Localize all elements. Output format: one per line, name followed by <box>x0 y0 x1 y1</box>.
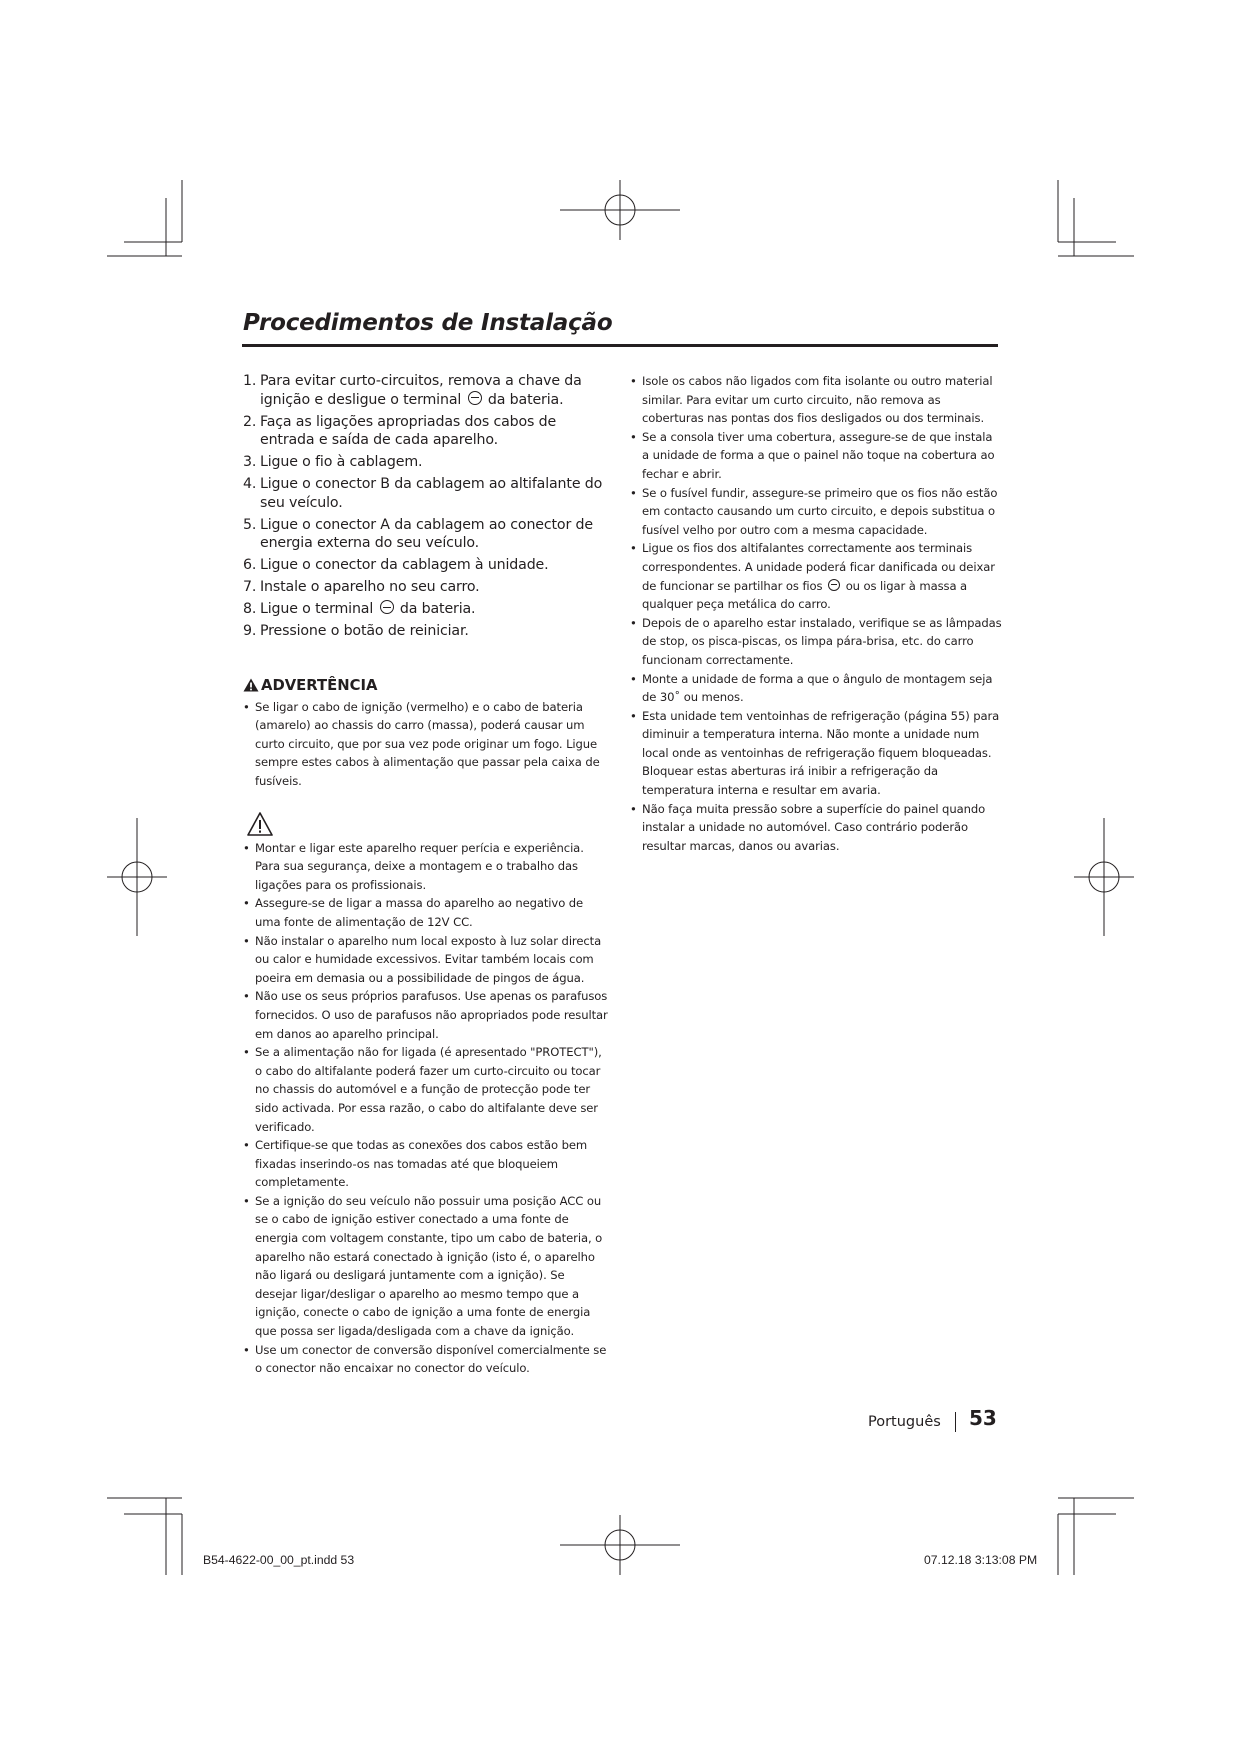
slug-file: B54-4622-00_00_pt.indd 53 <box>203 1553 355 1567</box>
title-rule <box>242 344 998 347</box>
list-item: • Depois de o aparelho estar instalado, verifique se as lâmpadas de stop, os pisca-piscas, os limpa pára-brisa, etc. do carro funcionam correctamente. <box>630 614 1003 670</box>
step-item: 6. Ligue o conector da cablagem à unidade. <box>243 557 549 574</box>
page-number: 53 <box>969 1406 997 1430</box>
negative-terminal-icon <box>828 579 840 591</box>
step-item: 3. Ligue o fio à cablagem. <box>243 454 423 471</box>
warning-list <box>243 698 608 791</box>
list-item: • Use um conector de conversão disponível comercialmente se o conector não encaixar no conector do veículo. <box>243 1341 608 1378</box>
list-item: • Isole os cabos não ligados com fita isolante ou outro material similar. Para evitar um curto circuito, não remova as coberturas nas pontas dos fios desligados ou dos terminais. <box>630 372 1003 428</box>
list-item: • Não faça muita pressão sobre a superfície do painel quando instalar a unidade no automóvel. Caso contrário poderão resultar marcas, danos ou avarias. <box>630 800 1003 856</box>
list-item: • Não use os seus próprios parafusos. Use apenas os parafusos fornecidos. O uso de parafusos não apropriados pode resultar em danos ao aparelho principal. <box>243 987 608 1043</box>
right-column <box>630 372 1003 855</box>
step-item: 4. Ligue o conector B da cablagem ao altifalante do seu veículo. <box>243 476 603 511</box>
list-item: • Não instalar o aparelho num local exposto à luz solar directa ou calor e humidade excessivos. Evitar também locais com poeira em demasia ou a possibilidade de pingos de água. <box>243 932 608 988</box>
step-item: 9. Pressione o botão de reiniciar. <box>243 622 469 639</box>
list-item: • Ligue os fios dos altifalantes correctamente aos terminais correspondentes. A unidade poderá ficar danificada ou deixar de funcionar se partilhar os fios ou os ligar à massa a qualquer peça metálica do carro. <box>630 539 1003 613</box>
step-item: 5. Ligue o conector A da cablagem ao conector de energia externa do seu veículo. <box>243 516 593 552</box>
notes-list <box>630 372 1003 855</box>
negative-terminal-icon <box>380 600 394 614</box>
list-item: • Se o fusível fundir, assegure-se primeiro que os fios não estão em contacto causando um curto circuito, e depois substitua o fusível velho por outro com a mesma capacidade. <box>630 484 1003 540</box>
footer-divider <box>955 1412 956 1432</box>
list-item: • Esta unidade tem ventoinhas de refrigeração (página 55) para diminuir a temperatura interna. Não monte a unidade num local onde as ventoinhas de refrigeração fiquem bloqueadas. Bloquear estas aberturas irá inibir a refrigeração da temperatura interna e resultar em avaria. <box>630 707 1003 800</box>
warning-heading: ADVERTÊNCIA <box>243 677 608 694</box>
page-title: Procedimentos de Instalação <box>243 310 613 336</box>
step-item: 1. Para evitar curto-circuitos, remova a chave da ignição e desligue o terminal da bateria. <box>243 373 582 408</box>
warning-triangle-icon <box>243 678 259 692</box>
installation-steps <box>243 372 608 641</box>
list-item: • Monte a unidade de forma a que o ângulo de montagem seja de 30˚ ou menos. <box>630 670 1003 707</box>
caution-section <box>246 811 608 839</box>
negative-terminal-icon <box>468 391 482 405</box>
footer-language: Português <box>868 1414 941 1430</box>
step-item: 8. Ligue o terminal da bateria. <box>243 601 476 618</box>
step-item: 2. Faça as ligações apropriadas dos cabos de entrada e saída de cada aparelho. <box>243 413 557 449</box>
list-item: • Se a alimentação não for ligada (é apresentado "PROTECT"), o cabo do altifalante poderá fazer um curto-circuito ou tocar no chassis do automóvel e a função de protecção pode ter sido activada. Por essa razão, o cabo do altifalante deve ser verificado. <box>243 1043 608 1136</box>
step-item: 7. Instale o aparelho no seu carro. <box>243 579 480 596</box>
list-item: • Se a ignição do seu veículo não possuir uma posição ACC ou se o cabo de ignição estiver conectado a uma fonte de energia com voltagem constante, tipo um cabo de bateria, o aparelho não estará conectado à ignição (isto é, o aparelho não ligará ou desligará juntamente com a ignição). Se desejar ligar/desligar o aparelho ao mesmo tempo que a ignição, conecte o cabo de ignição a uma fonte de energia que possa ser ligada/desligada com a chave da ignição. <box>243 1192 608 1341</box>
slug-timestamp: 07.12.18 3:13:08 PM <box>924 1553 1038 1567</box>
list-item: • Se a consola tiver uma cobertura, assegure-se de que instala a unidade de forma a que o painel não toque na cobertura ao fechar e abrir. <box>630 428 1003 484</box>
caution-triangle-icon <box>246 811 274 837</box>
caution-list <box>243 839 608 1378</box>
list-item: • Se ligar o cabo de ignição (vermelho) e o cabo de bateria (amarelo) ao chassis do carro (massa), poderá causar um curto circuito, que por sua vez pode originar um fogo. Ligue sempre estes cabos à alimentação que passar pela caixa de fusíveis. <box>243 698 608 791</box>
list-item: • Certifique-se que todas as conexões dos cabos estão bem fixadas inserindo-os nas tomadas até que bloqueiem completamente. <box>243 1136 608 1192</box>
left-column <box>243 372 608 1378</box>
list-item: • Assegure-se de ligar a massa do aparelho ao negativo de uma fonte de alimentação de 12V CC. <box>243 894 608 931</box>
list-item: • Montar e ligar este aparelho requer perícia e experiência. Para sua segurança, deixe a montagem e o trabalho das ligações para os profissionais. <box>243 839 608 895</box>
